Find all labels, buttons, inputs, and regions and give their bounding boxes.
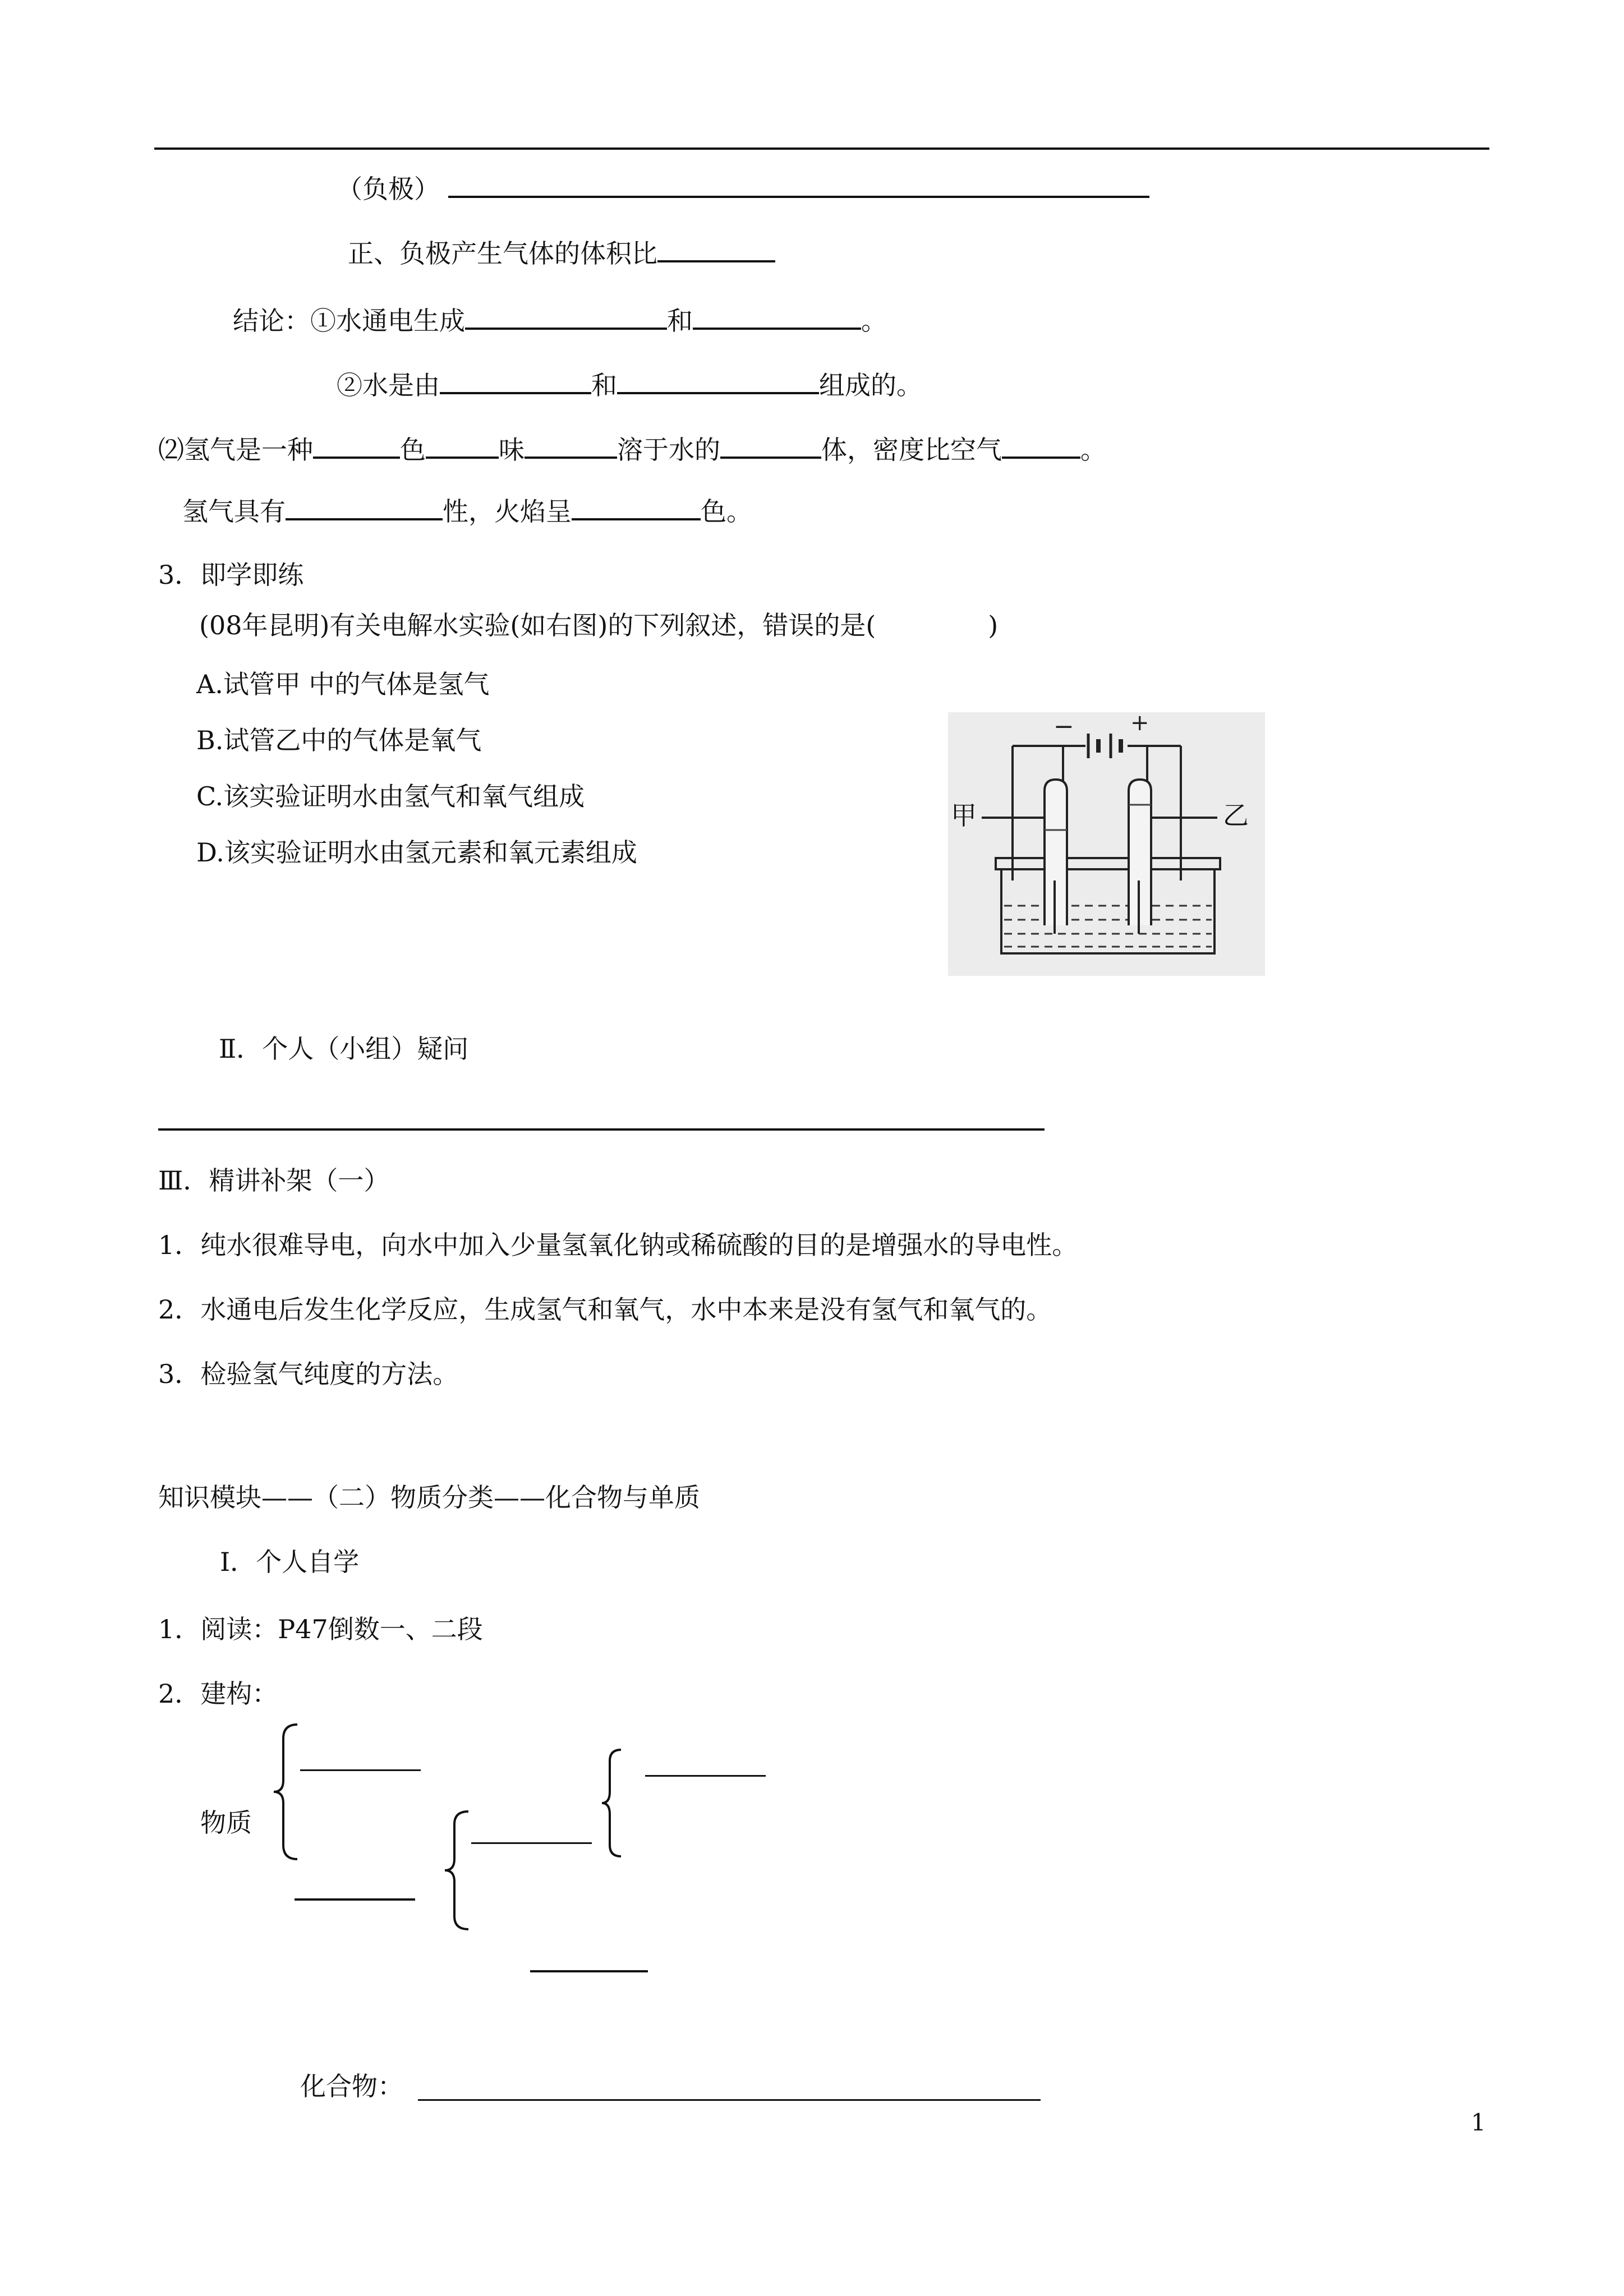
section-2-heading: Ⅱ．个人（小组）疑问	[219, 1034, 469, 1064]
blank-color[interactable]	[313, 432, 400, 459]
blank-density[interactable]	[1002, 432, 1080, 459]
h2-text-3: 溶于水的	[617, 435, 720, 465]
h2-text-1: 色	[400, 435, 426, 465]
negative-label: （负极）	[337, 174, 440, 204]
ratio-label: 正、负极产生气体的体积比	[348, 238, 657, 269]
tree-blank-right[interactable]	[645, 1775, 766, 1777]
blank-product-1[interactable]	[465, 303, 667, 330]
practice-heading: 3．即学即练	[158, 560, 304, 590]
h2-text-5: 。	[1080, 435, 1106, 465]
conclusion1-text: ①水通电生成	[310, 306, 465, 336]
conclusion2-and: 和	[591, 370, 617, 400]
question-text: (08年昆明)有关电解水实验(如右图)的下列叙述，错误的是(	[199, 610, 876, 640]
brace-second	[440, 1809, 474, 1932]
page-number: 1	[1471, 2109, 1486, 2136]
question-end: )	[988, 610, 999, 640]
brace-root	[269, 1722, 303, 1862]
volume-ratio-line	[348, 236, 775, 270]
explanation-2: 2．水通电后发生化学反应，生成氢气和氧气，水中本来是没有氢气和氧气的。	[158, 1294, 1052, 1325]
blank-negative[interactable]	[448, 171, 1149, 198]
blank-product-2[interactable]	[693, 303, 861, 330]
section-3-heading: Ⅲ．精讲补架（一）	[158, 1165, 390, 1196]
tree-blank-middle[interactable]	[471, 1842, 592, 1844]
conclusion-2	[337, 367, 922, 402]
option-c: C.该实验证明水由氢气和氧气组成	[196, 781, 585, 812]
conclusion2-end: 组成的。	[819, 370, 922, 400]
practice-question	[199, 608, 998, 642]
blank-smell[interactable]	[426, 432, 499, 459]
h2-text-0: ⑵氢气是一种	[158, 435, 313, 465]
conclusion2-text: ②水是由	[337, 370, 440, 400]
blank-flame-color[interactable]	[572, 494, 701, 520]
tube-left-label: 甲	[951, 800, 977, 831]
h2b-text-1: 性，火焰呈	[443, 496, 572, 527]
h2b-text-0: 氢气具有	[182, 496, 286, 527]
compound-definition-line[interactable]	[418, 2099, 1041, 2101]
option-a: A.试管甲 中的气体是氢气	[196, 669, 490, 699]
explanation-3: 3．检验氢气纯度的方法。	[158, 1359, 459, 1389]
tree-blank-top[interactable]	[300, 1769, 421, 1771]
compound-label: 化合物：	[300, 2071, 403, 2101]
negative-electrode-line	[337, 171, 1149, 206]
construct-item: 2．建构：	[158, 1679, 278, 1709]
electrolysis-apparatus-figure	[948, 712, 1265, 976]
conclusion-prefix: 结论：	[233, 306, 310, 336]
hydrogen-flammability-line	[182, 494, 752, 528]
tree-root-label: 物质	[200, 1808, 252, 1838]
h2-text-2: 味	[499, 435, 525, 465]
conclusion1-end: 。	[861, 306, 887, 336]
conclusion-1	[233, 303, 887, 338]
tree-blank-bottom[interactable]	[295, 1898, 415, 1901]
option-b: B.试管乙中的气体是氧气	[196, 725, 482, 755]
blank-element-1[interactable]	[440, 367, 591, 394]
blank-element-2[interactable]	[617, 367, 819, 394]
tree-blank-lower[interactable]	[530, 1970, 648, 1972]
battery-minus-sign: −	[1053, 712, 1074, 741]
option-d: D.该实验证明水由氢元素和氧元素组成	[196, 837, 637, 868]
header-rule	[154, 147, 1489, 150]
brace-third	[597, 1747, 625, 1859]
h2-text-4: 体，密度比空气	[821, 435, 1002, 465]
explanation-1: 1．纯水很难导电，向水中加入少量氢氧化钠或稀硫酸的目的是增强水的导电性。	[158, 1230, 1078, 1260]
hydrogen-properties-line	[158, 432, 1106, 467]
blank-property[interactable]	[286, 494, 443, 520]
blank-solubility[interactable]	[525, 432, 617, 459]
blank-ratio[interactable]	[657, 236, 775, 262]
conclusion1-and: 和	[667, 306, 693, 336]
reading-item: 1．阅读：P47倒数一、二段	[158, 1614, 483, 1644]
self-study-heading: Ⅰ．个人自学	[220, 1547, 360, 1577]
tube-right-label: 乙	[1223, 800, 1249, 831]
h2b-text-2: 色。	[701, 496, 752, 527]
question-answer-line[interactable]	[158, 1128, 1045, 1131]
module-2-title: 知识模块——（二）物质分类——化合物与单质	[158, 1482, 700, 1513]
battery-plus-sign: +	[1130, 712, 1149, 736]
blank-state[interactable]	[720, 432, 821, 459]
